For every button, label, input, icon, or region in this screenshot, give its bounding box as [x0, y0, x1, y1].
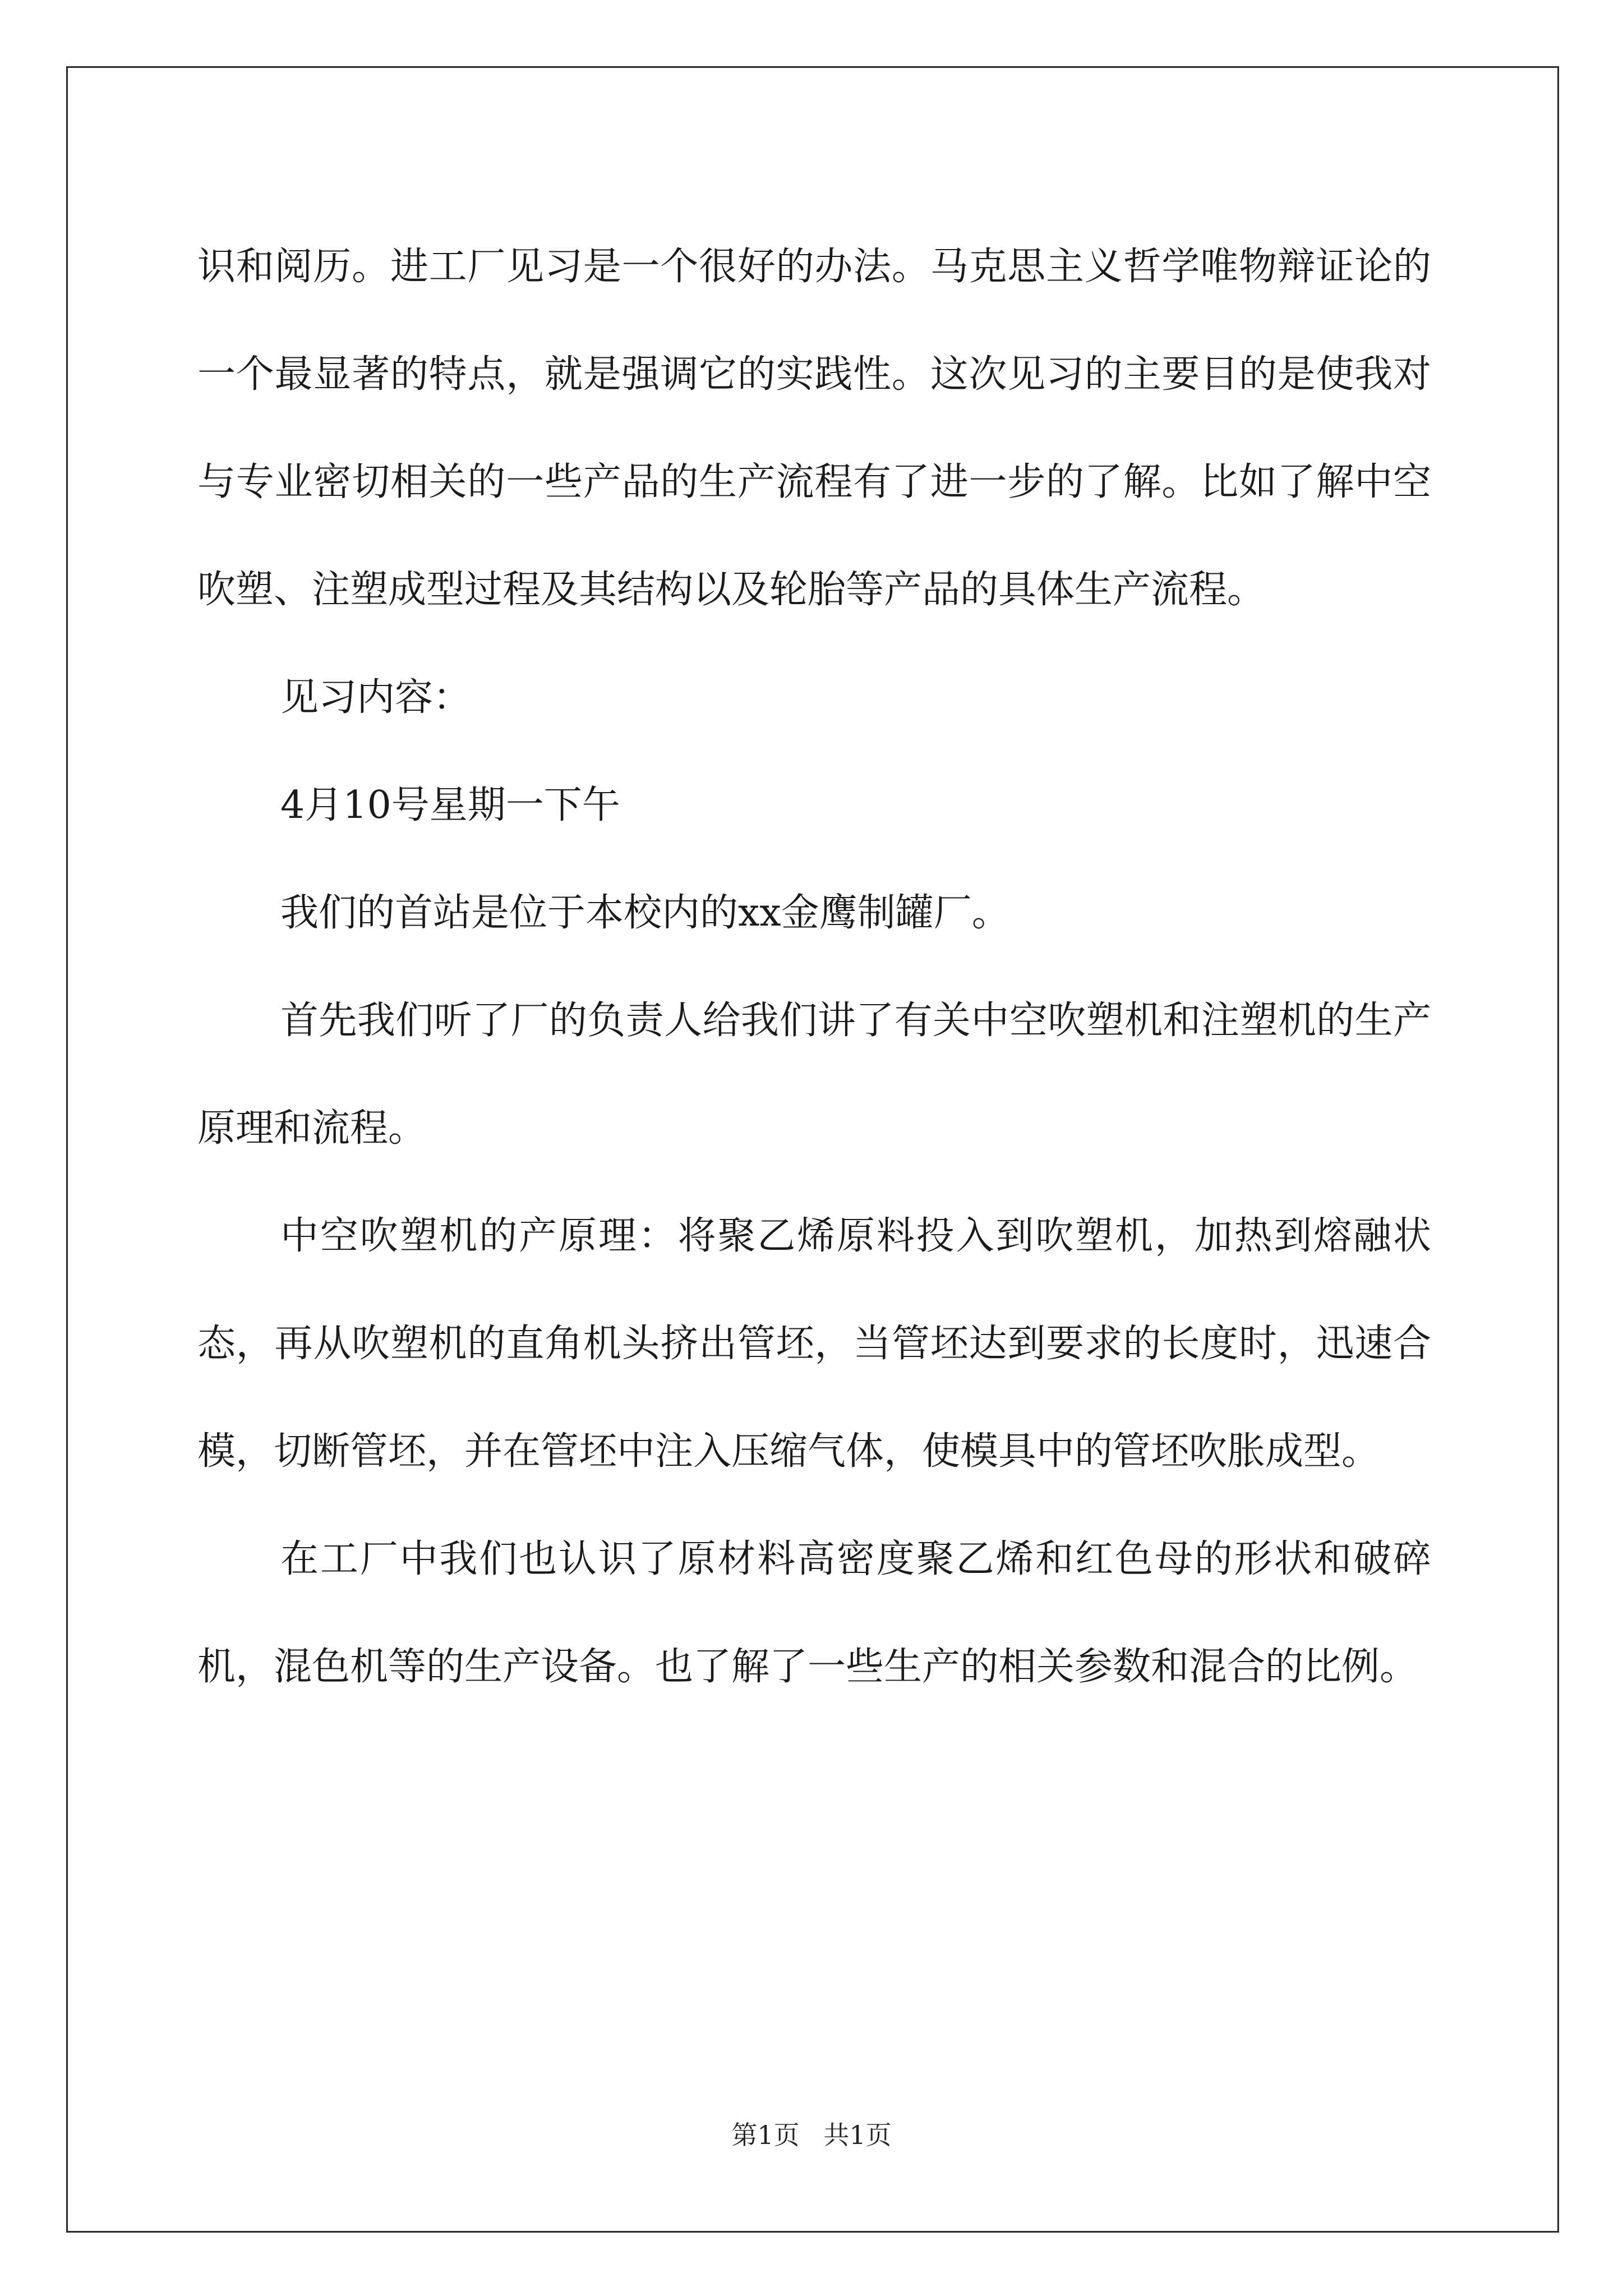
paragraph-1: 识和阅历。进工厂见习是一个很好的办法。马克思主义哲学唯物辩证论的一个最显著的特点，就是强调它的实践性。这次见习的主要目的是使我对与专业密切相关的一些产品的生产流程有了进一步的了解。比如了解中空吹塑、注塑成型过程及其结构以及轮胎等产品的具体生产流程。 [197, 245, 1431, 612]
paragraph-7: 在工厂中我们也认识了原材料高密度聚乙烯和红色母的形状和破碎机，混色机等的生产设备。也了解了一些生产的相关参数和混合的比例。 [197, 1537, 1431, 1689]
paragraph-3: 4月10号星期一下午 [280, 783, 620, 827]
paragraph-4: 我们的首站是位于本校内的xx金鹰制罐厂。 [280, 891, 1010, 935]
page-footer [0, 2115, 1623, 2152]
paragraph-2: 见习内容： [280, 675, 472, 720]
paragraph-5: 首先我们听了厂的负责人给我们讲了有关中空吹塑机和注塑机的生产原理和流程。 [197, 999, 1431, 1151]
document-body [197, 213, 1431, 1721]
page-number-current: 第1页 [731, 2120, 800, 2150]
paragraph-6: 中空吹塑机的产原理：将聚乙烯原料投入到吹塑机，加热到熔融状态，再从吹塑机的直角机头挤出管坯，当管坯达到要求的长度时，迅速合模，切断管坯，并在管坯中注入压缩气体，使模具中的管坯吹胀成型。 [197, 1214, 1431, 1474]
page-number-total: 共1页 [823, 2120, 892, 2150]
